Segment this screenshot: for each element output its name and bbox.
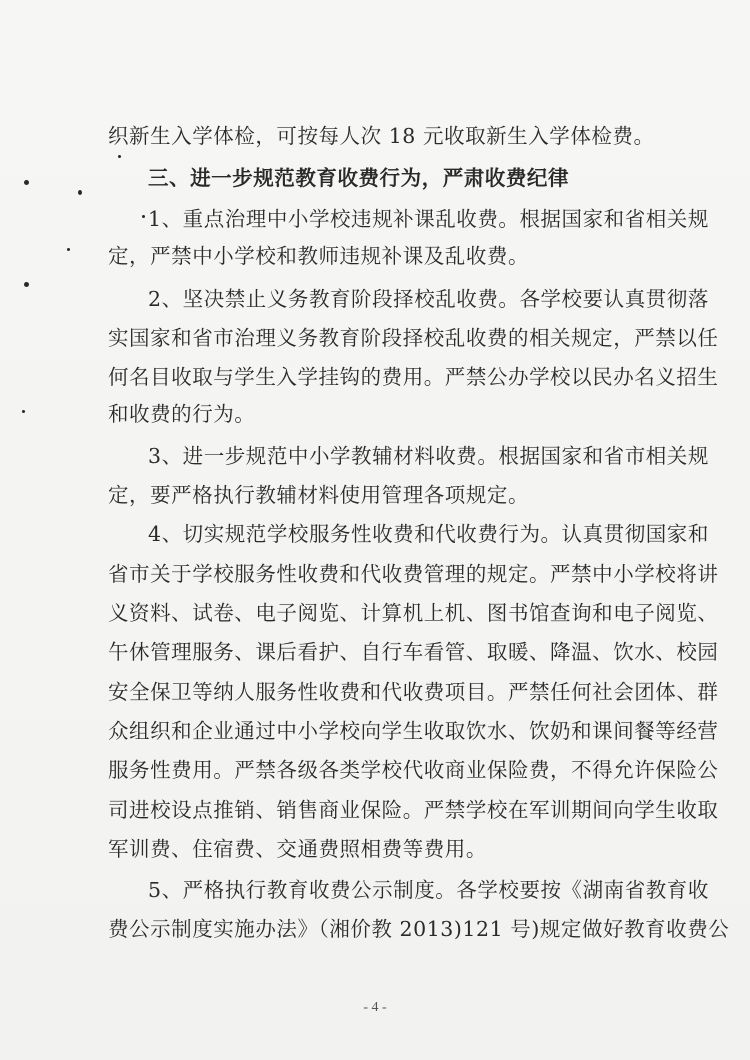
scan-speck: [78, 190, 82, 195]
text-line: 午休管理服务、课后看护、自行车看管、取暖、降温、饮水、校园: [108, 640, 719, 664]
scan-speck: [67, 248, 70, 251]
text-line: 3、进一步规范中小学教辅材料收费。根据国家和省市相关规: [148, 444, 709, 468]
text-line: 省市关于学校服务性收费和代收费管理的规定。严禁中小学校将讲: [108, 562, 719, 586]
text-line: 司进校设点推销、销售商业保险。严禁学校在军训期间向学生收取: [108, 798, 719, 822]
text-line: 何名目收取与学生入学挂钩的费用。严禁公办学校以民办名义招生: [108, 365, 719, 389]
scan-speck: [142, 215, 145, 218]
text-line: 众组织和企业通过中小学校向学生收取饮水、饮奶和课间餐等经营: [108, 719, 719, 743]
text-line: 1、重点治理中小学校违规补课乱收费。根据国家和省相关规: [148, 207, 709, 231]
text-line: 义资料、试卷、电子阅览、计算机上机、图书馆查询和电子阅览、: [108, 601, 719, 625]
text-line: 和收费的行为。: [108, 402, 256, 426]
text-line: 织新生入学体检，可按每人次 18 元收取新生入学体检费。: [108, 124, 655, 148]
text-line: 实国家和省市治理义务教育阶段择校乱收费的相关规定，严禁以任: [108, 326, 719, 350]
text-line: 费公示制度实施办法》（湘价教 2013)121 号)规定做好教育收费公: [108, 917, 730, 941]
text-line: 服务性费用。严禁各级各类学校代收商业保险费，不得允许保险公: [108, 758, 719, 782]
scan-speck: [24, 180, 29, 185]
text-line: 军训费、住宿费、交通费照相费等费用。: [108, 837, 487, 861]
page-number: - 4 -: [363, 1000, 387, 1015]
text-line: 4、切实规范学校服务性收费和代收费行为。认真贯彻国家和: [148, 522, 709, 546]
text-line: 安全保卫等纳人服务性收费和代收费项目。严禁任何社会团体、群: [108, 680, 719, 704]
scan-speck: [118, 155, 121, 158]
scan-speck: [24, 282, 29, 287]
text-line: 5、严格执行教育收费公示制度。各学校要按《湖南省教育收: [148, 878, 709, 902]
text-line: 定，要严格执行教辅材料使用管理各项规定。: [108, 483, 529, 507]
scan-speck: [22, 410, 25, 413]
section-heading: 三、进一步规范教育收费行为，严肃收费纪律: [148, 166, 569, 190]
text-line: 定，严禁中小学校和教师违规补课及乱收费。: [108, 244, 529, 268]
text-line: 2、坚决禁止义务教育阶段择校乱收费。各学校要认真贯彻落: [148, 287, 709, 311]
